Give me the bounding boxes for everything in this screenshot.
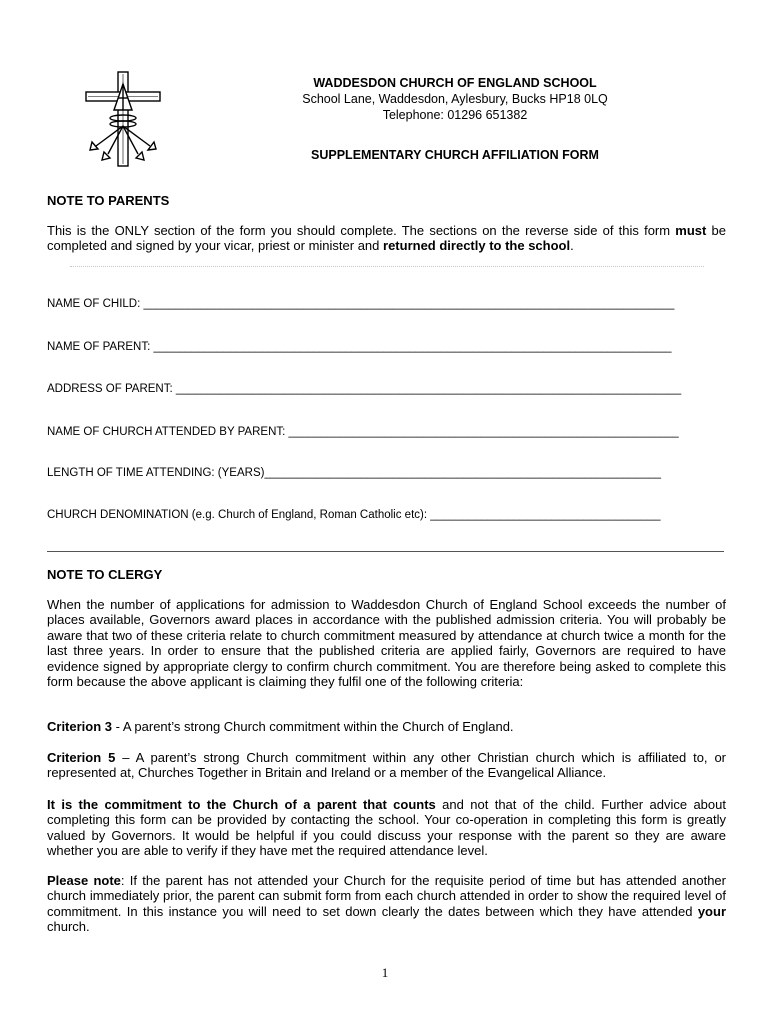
church-attended-field[interactable]: NAME OF CHURCH ATTENDED BY PARENT: _____________________________________________________________	[47, 426, 679, 438]
page-number: 1	[381, 965, 389, 980]
note-to-parents-text: This is the ONLY section of the form you should complete. The sections on the reverse side of this form must be completed and signed by your vicar, priest or minister and returned directly to the school.	[47, 223, 726, 254]
divider	[70, 266, 704, 267]
length-attending-field[interactable]: LENGTH OF TIME ATTENDING: (YEARS)______________________________________________________________	[47, 467, 662, 479]
school-telephone: Telephone: 01296 651382	[382, 108, 528, 122]
clergy-paragraph-1: When the number of applications for admission to Waddesdon Church of England School exceeds the number of places available, Governors award places in accordance with the published admission criteria. You will probably be aware that two of these criteria relate to church commitment measured by attendance at church twice a month for the last three years. In order to ensure that the published criteria are applied fairly, Governors are required to have evidence signed by appropriate clergy to confirm church commitment. You are therefore being asked to complete this form because the above applicant is claiming they fulfil one of the following criteria:	[47, 597, 726, 690]
commitment-paragraph: It is the commitment to the Church of a parent that counts and not that of the child. Further advice about completing this form can be provided by contacting the school. Your co-operation in completing this form is greatly valued by Governors. It would be helpful if you could discuss your response with the parent so they are aware whether you are able to verify if they have met the required attendance level.	[47, 797, 726, 859]
school-name: WADDESDON CHURCH OF ENGLAND SCHOOL	[313, 76, 597, 90]
blank-line[interactable]	[47, 551, 724, 552]
child-name-field[interactable]: NAME OF CHILD: ___________________________________________________________________________________	[47, 298, 675, 310]
church-denomination-field[interactable]: CHURCH DENOMINATION (e.g. Church of England, Roman Catholic etc): ____________________________________	[47, 509, 661, 521]
parent-name-field[interactable]: NAME OF PARENT: _________________________________________________________________________________	[47, 341, 672, 353]
please-note-paragraph: Please note: If the parent has not attended your Church for the requisite period of time but has attended another church immediately prior, the parent can submit form from each church attended in order to show the required level of commitment. In this instance you will need to set down clearly the dates between which they have attended your church.	[47, 873, 726, 935]
criterion-3-text: Criterion 3 - A parent’s strong Church commitment within the Church of England.	[47, 719, 514, 734]
school-address: School Lane, Waddesdon, Aylesbury, Bucks HP18 0LQ	[302, 92, 608, 106]
note-to-clergy-heading: NOTE TO CLERGY	[47, 567, 163, 582]
school-crest-logo	[78, 70, 168, 170]
criterion-5-text: Criterion 5 – A parent’s strong Church commitment within any other Christian church which is affiliated to, or represented at, Churches Together in Britain and Ireland or a member of the Evangelical Alliance.	[47, 750, 727, 781]
parent-address-field[interactable]: ADDRESS OF PARENT: _______________________________________________________________________________	[47, 383, 682, 395]
form-title: SUPPLEMENTARY CHURCH AFFILIATION FORM	[311, 148, 599, 162]
note-to-parents-heading: NOTE TO PARENTS	[47, 193, 170, 208]
